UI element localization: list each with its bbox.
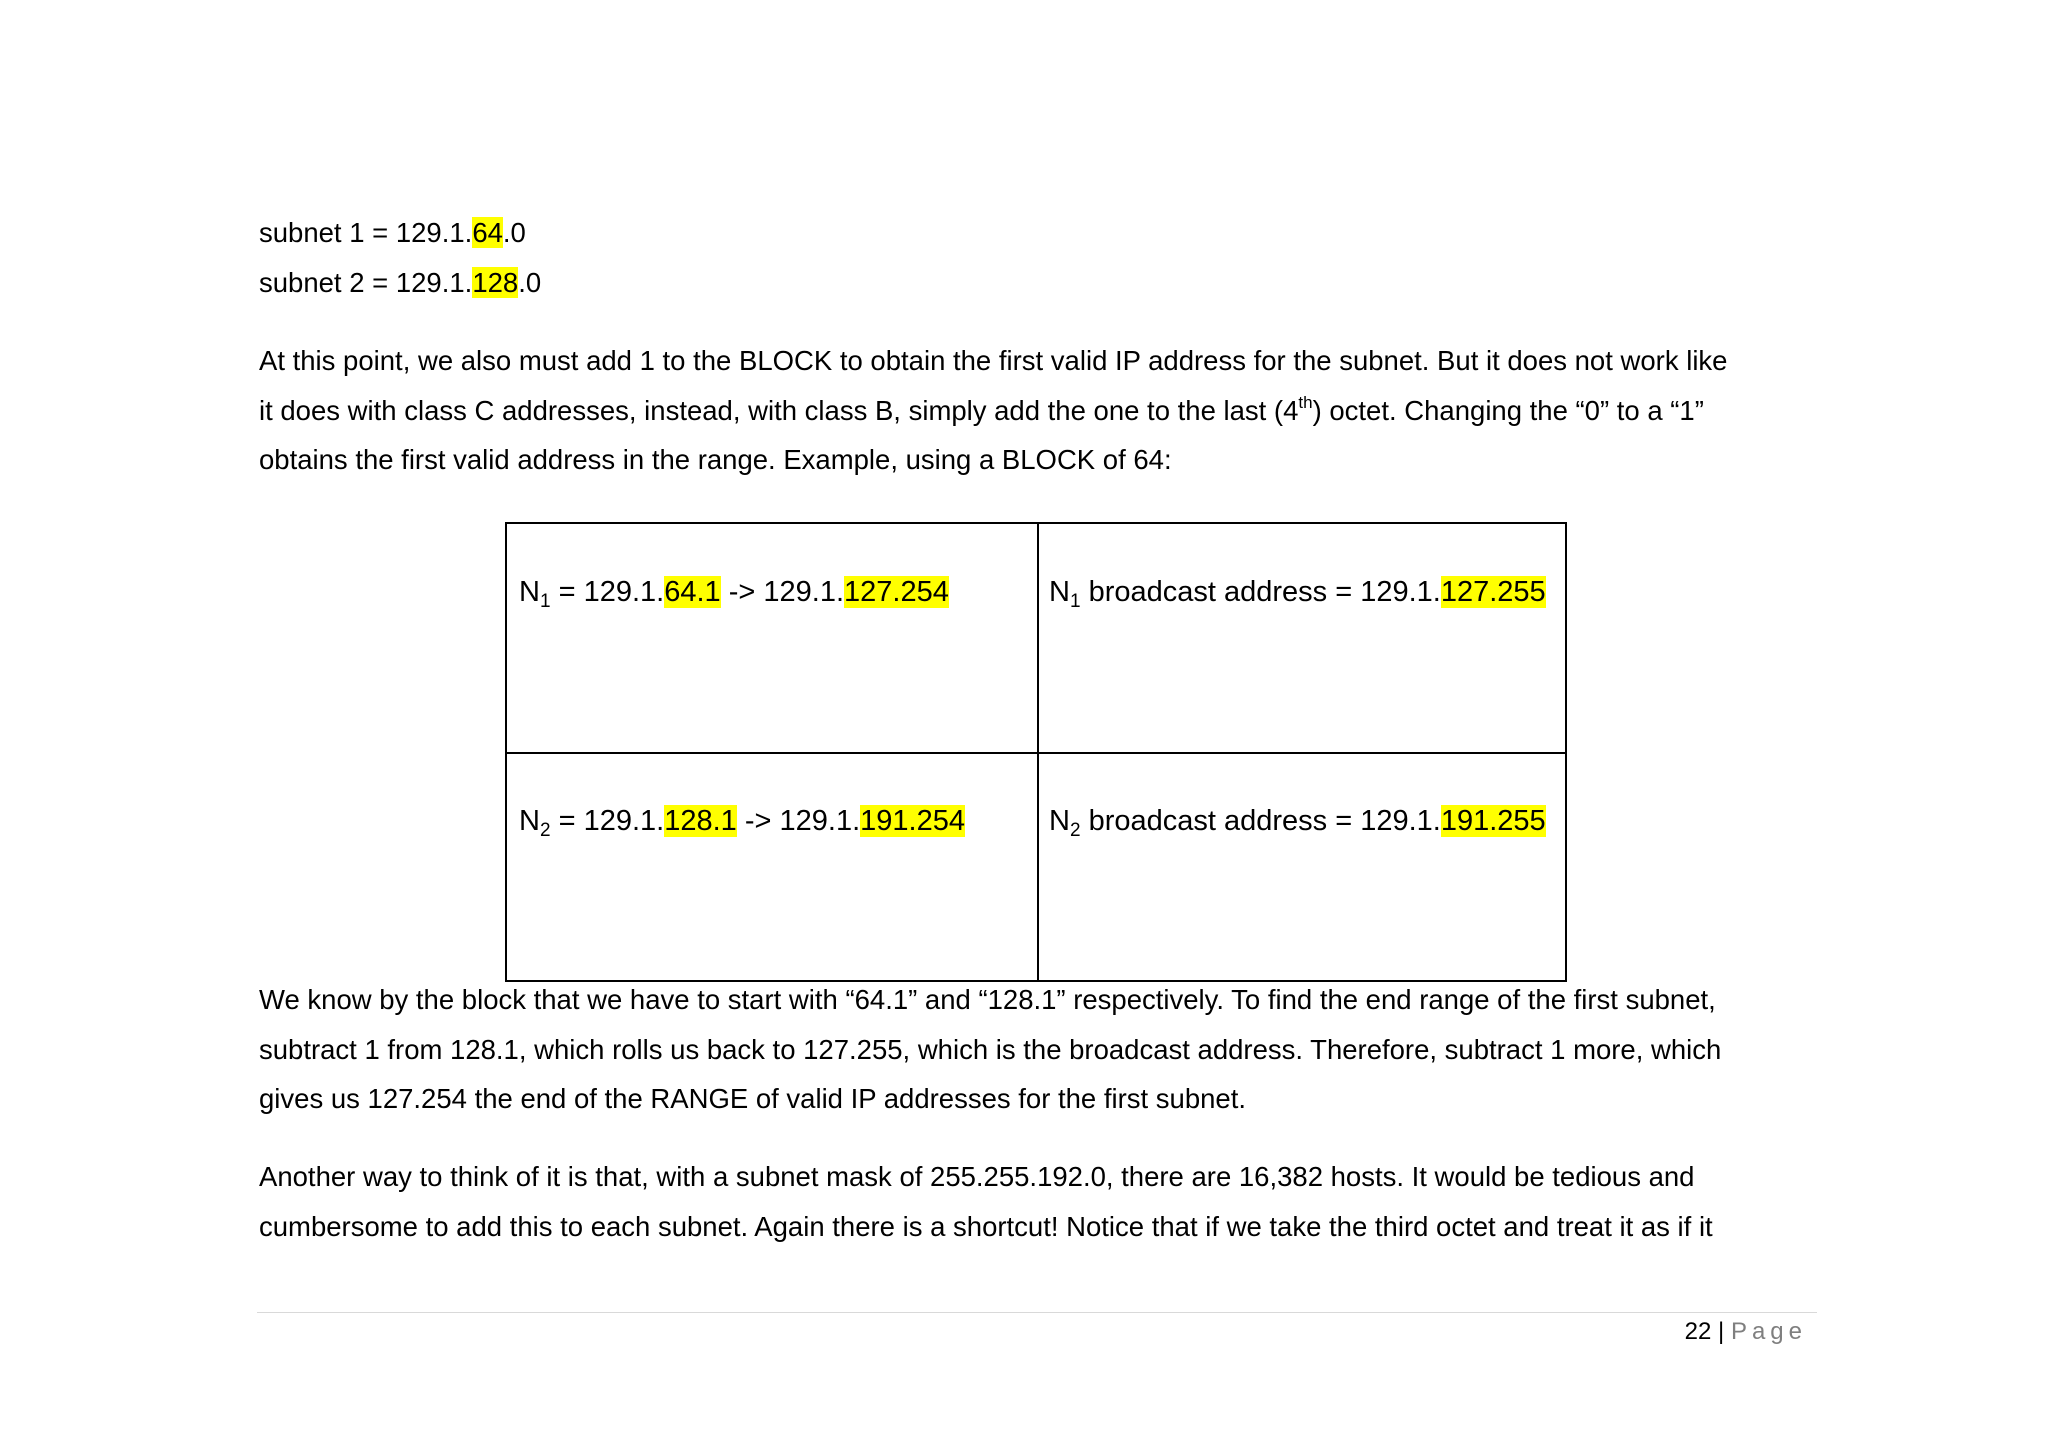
paragraph-shortcut [259,1152,1819,1251]
table-cell-n2-range [519,803,965,839]
subnet-2-line [259,265,541,301]
superscript-th: th [1298,392,1313,412]
subnet-1-highlight: 64 [472,217,503,248]
n2-range-end-highlight: 191.254 [860,805,965,837]
n1-range-end-highlight: 127.254 [844,576,949,608]
n2-broadcast-highlight: 191.255 [1440,805,1546,837]
paragraph-3-line-1: Another way to think of it is that, with a subnet mask of 255.255.192.0, there are 16,382 hosts. It would be tedious and [259,1161,1695,1192]
paragraph-block-increment [259,336,1819,485]
page-number: 22 [1684,1318,1712,1345]
paragraph-1-line-2-end: ) octet. Changing the “0” to a “1” [1312,394,1704,426]
table-cell-n2-broadcast [1049,803,1546,839]
table-horizontal-divider [507,752,1565,754]
paragraph-end-range [259,975,1819,1124]
n2-label: N [519,805,540,837]
table-cell-n1-range [519,574,949,610]
paragraph-1-line-3: obtains the first valid address in the range. Example, using a BLOCK of 64: [259,444,1172,475]
n2-range-start-highlight: 128.1 [664,805,737,837]
subnet-range-table [505,522,1567,982]
paragraph-2-line-1: We know by the block that we have to start with “64.1” and “128.1” respectively. To find the end range of the first subnet, [259,984,1716,1015]
n2-broadcast-prefix: broadcast address = 129.1. [1080,805,1441,837]
n2-range-prefix: = 129.1. [550,805,665,837]
paragraph-1-line-2-start: it does with class C addresses, instead, with class B, simply add the one to the last (4 [259,394,1299,426]
subnet-1-line [259,215,526,251]
n1-range-mid: -> 129.1. [720,576,845,608]
n2-broadcast-subscript: 2 [1069,820,1081,841]
footer-rule [257,1312,1817,1313]
n2-broadcast-label: N [1049,805,1070,837]
paragraph-3-line-2: cumbersome to add this to each subnet. Again there is a shortcut! Notice that if we take the third octet and treat it as if it [259,1210,1713,1242]
n1-range-start-highlight: 64.1 [664,576,721,608]
n2-subscript: 2 [539,820,551,841]
page-footer [1685,1318,1807,1346]
subnet-2-prefix: subnet 2 = 129.1. [259,267,473,298]
subnet-1-prefix: subnet 1 = 129.1. [259,217,473,248]
subnet-2-suffix: .0 [518,267,542,298]
subnet-2-highlight: 128 [472,267,519,298]
n1-subscript: 1 [539,591,551,612]
n1-range-prefix: = 129.1. [550,576,665,608]
n1-broadcast-prefix: broadcast address = 129.1. [1080,576,1441,608]
paragraph-2-line-2: subtract 1 from 128.1, which rolls us back to 127.255, which is the broadcast address. Therefore, subtract 1 more, which [259,1033,1722,1065]
n2-range-mid: -> 129.1. [736,805,861,837]
n1-broadcast-label: N [1049,576,1070,608]
n1-broadcast-subscript: 1 [1069,591,1081,612]
paragraph-1-line-1: At this point, we also must add 1 to the BLOCK to obtain the first valid IP address for the subnet. But it does not work like [259,345,1728,376]
page-word: Page [1730,1318,1807,1345]
paragraph-1-line-2 [259,386,1819,436]
n1-broadcast-highlight: 127.255 [1440,576,1546,608]
table-cell-n1-broadcast [1049,574,1546,610]
paragraph-2-line-3: gives us 127.254 the end of the RANGE of valid IP addresses for the first subnet. [259,1083,1247,1114]
footer-separator: | [1718,1318,1725,1345]
subnet-1-suffix: .0 [502,217,526,248]
n1-label: N [519,576,540,608]
